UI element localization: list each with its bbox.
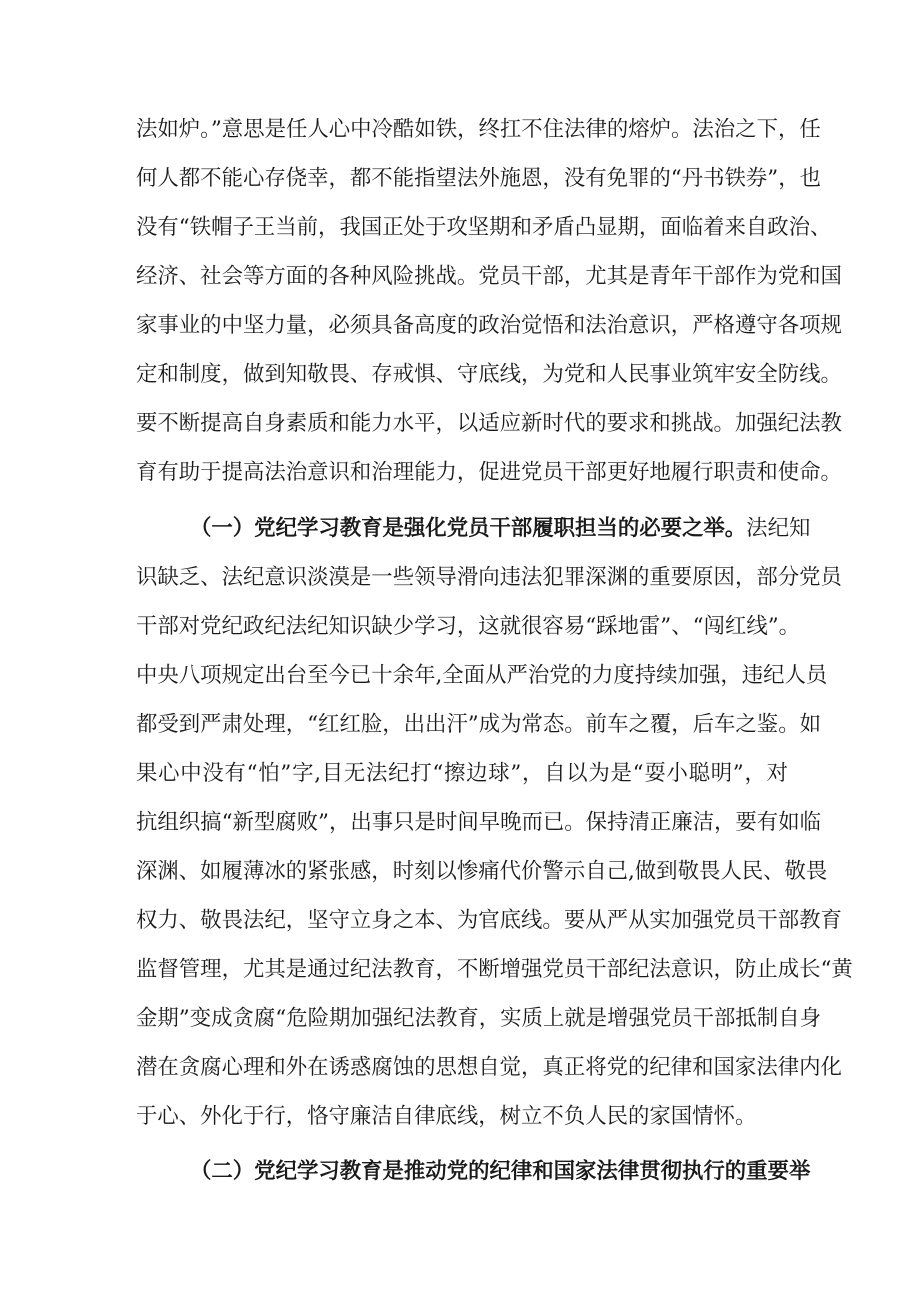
paragraph-1-line-5: 家事业的中坚力量，必须具备高度的政治觉悟和法治意识，严格遵守各项规 <box>136 313 842 338</box>
paragraph-1-line-8: 育有助于提高法治意识和治理能力，促进党员干部更好地履行职责和使命。 <box>136 460 842 485</box>
paragraph-2-line-4: 中央八项规定出台至今已十余年,全面从严治党的力度持续加强，违纪人员 <box>136 663 828 688</box>
paragraph-1-line-4: 经济、社会等方面的各种风险挑战。党员干部，尤其是青年干部作为党和国 <box>136 264 842 289</box>
paragraph-2-line-7: 抗组织搞“新型腐败”，出事只是时间早晚而已。保持清正廉洁，要有如临 <box>136 810 821 835</box>
paragraph-2-line-1-rest: 法纪知 <box>746 516 811 541</box>
section-1-heading: （一）党纪学习教育是强化党员干部履职担当的必要之举。 <box>190 516 747 541</box>
paragraph-2-line-10: 监督管理，尤其是通过纪法教育，不断增强党员干部纪法意识，防止成长“黄 <box>136 957 853 982</box>
paragraph-1-line-1: 法如炉。”意思是任人心中冷酷如铁，终扛不住法律的熔炉。法治之下，任 <box>136 117 821 142</box>
paragraph-1-line-3: 没有“铁帽子王当前，我国正处于攻坚期和矛盾凸显期，面临着来自政治、 <box>136 215 832 240</box>
paragraph-2-line-12: 潜在贪腐心理和外在诱惑腐蚀的思想自觉，真正将党的纪律和国家法律内化 <box>136 1055 842 1080</box>
paragraph-3-line-1 <box>190 1155 811 1189</box>
paragraph-2-line-8: 深渊、如履薄冰的紧张感，时刻以惨痛代价警示自己,做到敬畏人民、敬畏 <box>136 859 828 884</box>
section-2-heading: （二）党纪学习教育是推动党的纪律和国家法律贯彻执行的重要举 <box>190 1159 811 1184</box>
paragraph-2-line-6: 果心中没有“怕”字,目无法纪打“擦边球”，自以为是“耍小聪明”，对 <box>136 761 788 786</box>
paragraph-2-line-9: 权力、敬畏法纪，坚守立身之本、为官底线。要从严从实加强党员干部教育 <box>136 908 842 933</box>
paragraph-2-line-2: 识缺乏、法纪意识淡漠是一些领导滑向违法犯罪深渊的重要原因，部分党员 <box>136 565 842 590</box>
paragraph-2-line-11: 金期”变成贪腐“危险期加强纪法教育，实质上就是增强党员干部抵制自身 <box>136 1006 821 1031</box>
paragraph-1-line-6: 定和制度，做到知敬畏、存戒惧、守底线，为党和人民事业筑牢安全防线。 <box>136 362 842 387</box>
paragraph-1-line-7: 要不断提高自身素质和能力水平，以适应新时代的要求和挑战。加强纪法教 <box>136 411 842 436</box>
paragraph-2-line-13: 于心、外化于行，恪守廉洁自律底线，树立不负人民的家国情怀。 <box>136 1104 757 1129</box>
paragraph-2-line-1 <box>190 512 811 546</box>
paragraph-2-line-3: 干部对党纪政纪法纪知识缺少学习，这就很容易“踩地雷”、“闯红线”。 <box>136 614 801 639</box>
paragraph-2-line-5: 都受到严肃处理，“红红脸，出出汗”成为常态。前车之覆，后车之鉴。如 <box>136 712 821 737</box>
paragraph-1-line-2: 何人都不能心存侥幸，都不能指望法外施恩，没有免罪的“丹书铁券”，也 <box>136 166 821 191</box>
